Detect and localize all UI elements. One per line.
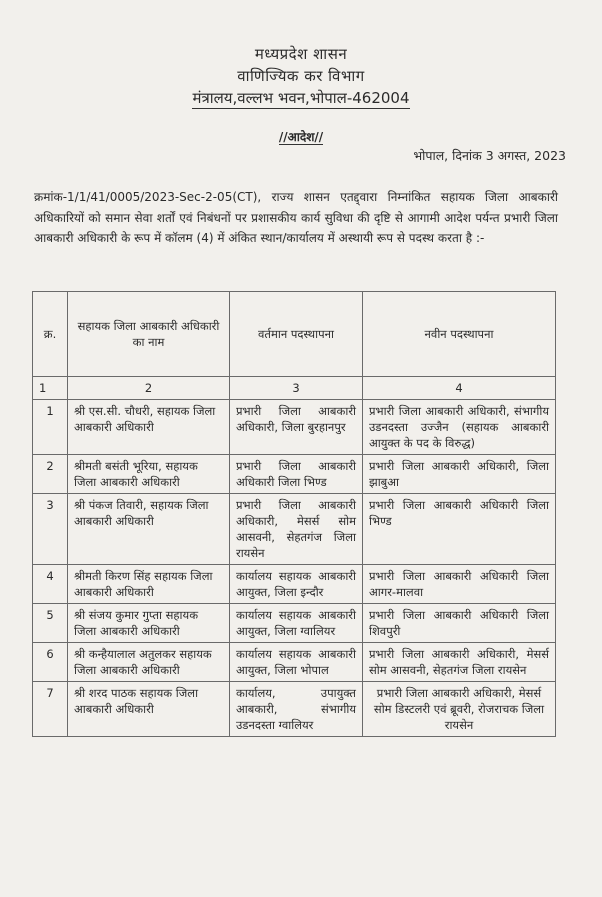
row-current-posting: कार्यालय सहायक आबकारी आयुक्त, जिला ग्वालियर: [230, 604, 363, 643]
row-new-posting: प्रभारी जिला आबकारी अधिकारी, जिला झाबुआ: [363, 455, 556, 494]
row-new-posting: प्रभारी जिला आबकारी अधिकारी, संभागीय उडनदस्ता उज्जैन (सहायक आबकारी आयुक्त के पद के विरुद्ध): [363, 400, 556, 455]
table-row: [33, 604, 556, 643]
row-serial: 5: [33, 604, 68, 643]
row-serial: 1: [33, 400, 68, 455]
department-name: वाणिज्यिक कर विभाग: [237, 67, 365, 85]
row-serial: 3: [33, 494, 68, 565]
row-new-posting: प्रभारी जिला आबकारी अधिकारी, मेसर्स सोम डिस्टलरी एवं ब्रूवरी, रोजराचक जिला रायसेन: [363, 682, 556, 737]
row-officer-name: श्रीमती बसंती भूरिया, सहायक जिला आबकारी अधिकारी: [68, 455, 230, 494]
posting-table: [32, 291, 556, 737]
row-serial: 2: [33, 455, 68, 494]
address-text: मंत्रालय,वल्लभ भवन,भोपाल-462004: [192, 89, 410, 107]
column-number: 1: [33, 377, 68, 400]
header-new-posting: नवीन पदस्थापना: [363, 292, 556, 377]
row-officer-name: श्री एस.सी. चौधरी, सहायक जिला आबकारी अधिकारी: [68, 400, 230, 455]
row-officer-name: श्री संजय कुमार गुप्ता सहायक जिला आबकारी अधिकारी: [68, 604, 230, 643]
row-officer-name: श्री शरद पाठक सहायक जिला आबकारी अधिकारी: [68, 682, 230, 737]
row-officer-name: श्री पंकज तिवारी, सहायक जिला आबकारी अधिकारी: [68, 494, 230, 565]
column-number: 4: [363, 377, 556, 400]
row-current-posting: कार्यालय सहायक आबकारी आयुक्त, जिला इन्दौर: [230, 565, 363, 604]
row-new-posting: प्रभारी जिला आबकारी अधिकारी जिला भिण्ड: [363, 494, 556, 565]
order-title: [0, 128, 602, 145]
row-new-posting: प्रभारी जिला आबकारी अधिकारी जिला शिवपुरी: [363, 604, 556, 643]
header-serial: क्र.: [33, 292, 68, 377]
row-serial: 6: [33, 643, 68, 682]
table-row: [33, 682, 556, 737]
table-row: [33, 565, 556, 604]
table-row: [33, 643, 556, 682]
table-row: [33, 494, 556, 565]
row-current-posting: कार्यालय सहायक आबकारी आयुक्त, जिला भोपाल: [230, 643, 363, 682]
table-row: [33, 400, 556, 455]
header-officer-name: सहायक जिला आबकारी अधिकारी का नाम: [68, 292, 230, 377]
order-body-text: क्रमांक-1/1/41/0005/2023-Sec-2-05(CT), राज्य शासन एतद्द्वारा निम्नांकित सहायक जिला आबकारी अधिकारियों को समान सेवा शर्तों एवं निबंधनों पर प्रशासकीय कार्य सुविधा की दृष्टि से आगामी आदेश पर्यन्त प्रभारी जिला आबकारी अधिकारी के रूप में कॉलम (4) में अंकित स्थान/कार्यालय में अस्थायी रूप से पदस्थ करता है :-: [34, 190, 558, 245]
government-name: मध्यप्रदेश शासन: [254, 45, 348, 63]
row-current-posting: प्रभारी जिला आबकारी अधिकारी जिला भिण्ड: [230, 455, 363, 494]
column-number: 2: [68, 377, 230, 400]
row-serial: 4: [33, 565, 68, 604]
row-officer-name: श्री कन्हैयालाल अतुलकर सहायक जिला आबकारी अधिकारी: [68, 643, 230, 682]
header-current-posting: वर्तमान पदस्थापना: [230, 292, 363, 377]
row-current-posting: प्रभारी जिला आबकारी अधिकारी, जिला बुरहानपुर: [230, 400, 363, 455]
table-header-row: [33, 292, 556, 377]
place-date: भोपाल, दिनांक 3 अगस्त, 2023: [413, 148, 566, 163]
order-title-text: //आदेश//: [278, 130, 324, 144]
row-new-posting: प्रभारी जिला आबकारी अधिकारी जिला आगर-मालवा: [363, 565, 556, 604]
column-number-row: [33, 377, 556, 400]
row-officer-name: श्रीमती किरण सिंह सहायक जिला आबकारी अधिकारी: [68, 565, 230, 604]
row-current-posting: कार्यालय, उपायुक्त आबकारी, संभागीय उडनदस्ता ग्वालियर: [230, 682, 363, 737]
address-line: [0, 88, 602, 108]
row-current-posting: प्रभारी जिला आबकारी अधिकारी, मेसर्स सोम आसवनी, सेहतगंज जिला रायसेन: [230, 494, 363, 565]
table-row: [33, 455, 556, 494]
column-number: 3: [230, 377, 363, 400]
row-new-posting: प्रभारी जिला आबकारी अधिकारी, मेसर्स सोम आसवनी, सेहतगंज जिला रायसेन: [363, 643, 556, 682]
row-serial: 7: [33, 682, 68, 737]
